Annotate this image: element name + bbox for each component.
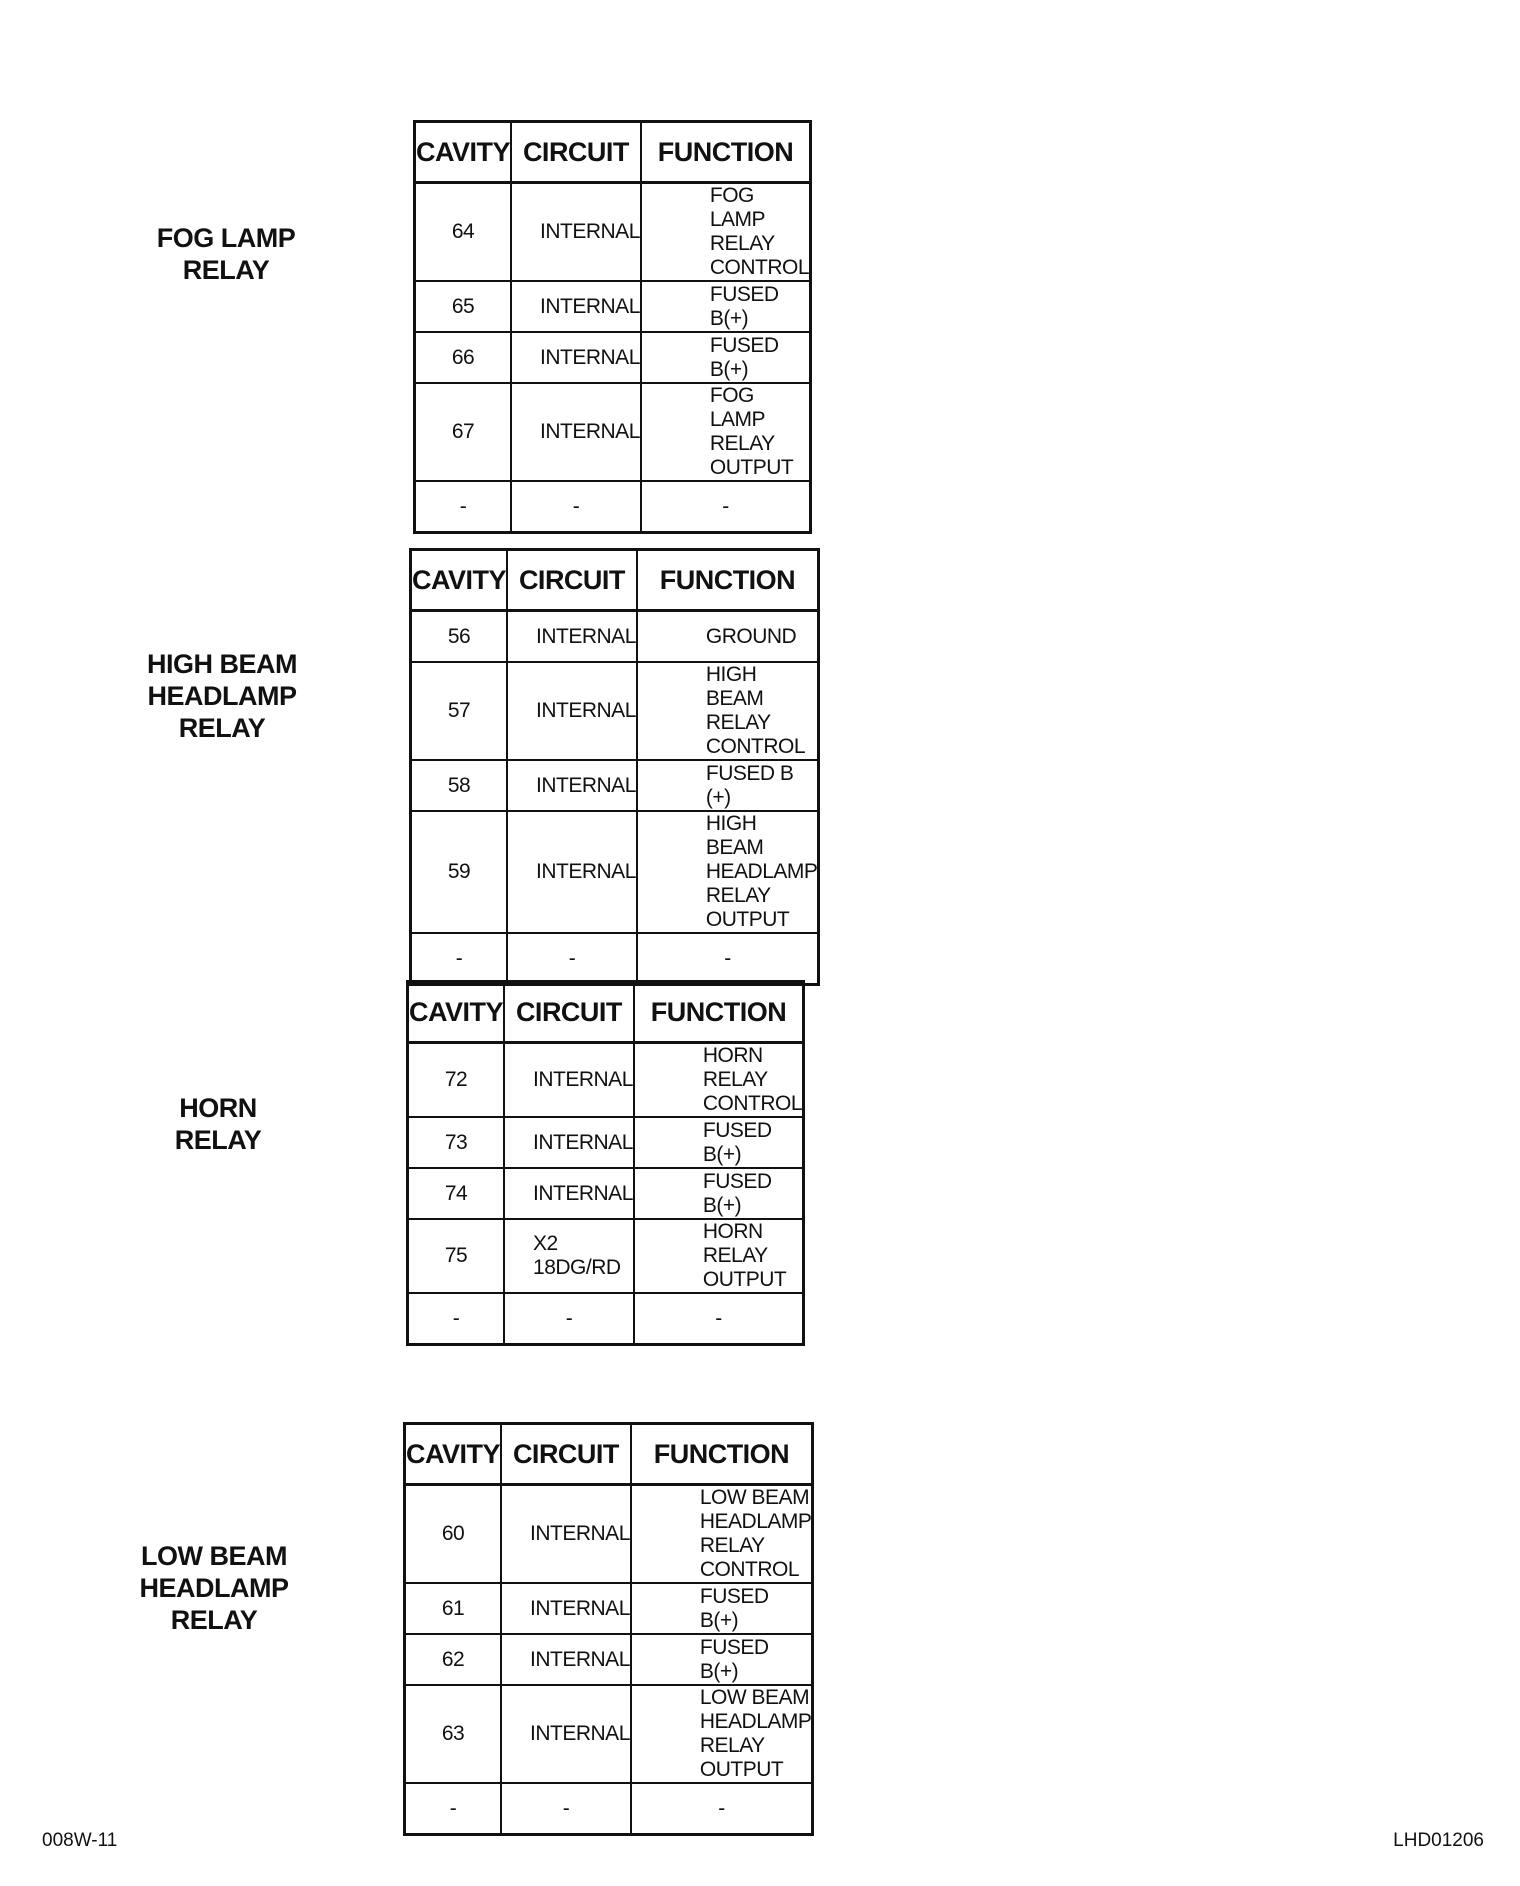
function-cell: FUSED B(+) (634, 1117, 804, 1168)
circuit-cell: X2 18DG/RD (504, 1219, 634, 1293)
function-cell: FOG LAMP RELAY OUTPUT (641, 383, 811, 481)
table-row (415, 281, 811, 332)
relay-name-line: LOW BEAM (141, 1541, 287, 1571)
relay-name-line: RELAY (178, 713, 266, 743)
function-header: FUNCTION (641, 122, 811, 183)
table-row (408, 1293, 804, 1345)
header-row (411, 550, 819, 611)
circuit-cell: INTERNAL (504, 1043, 634, 1118)
header-row (405, 1424, 813, 1485)
circuit-cell: INTERNAL (501, 1485, 631, 1584)
drawing-id: LHD01206 (1393, 1830, 1484, 1851)
function-cell: FOG LAMP RELAY CONTROL (641, 183, 811, 282)
cavity-cell: 66 (415, 332, 512, 383)
circuit-header: CIRCUIT (511, 122, 641, 183)
function-cell: FUSED B (+) (637, 760, 819, 811)
circuit-cell: - (507, 933, 637, 985)
cavity-cell: 58 (411, 760, 508, 811)
circuit-cell: INTERNAL (504, 1117, 634, 1168)
cavity-cell: 60 (405, 1485, 502, 1584)
circuit-cell: INTERNAL (507, 662, 637, 760)
cavity-cell: 56 (411, 611, 508, 663)
table-row (408, 1219, 804, 1293)
cavity-cell: 65 (415, 281, 512, 332)
function-cell: FUSED B(+) (641, 281, 811, 332)
cavity-cell: 72 (408, 1043, 505, 1118)
function-cell: HORN RELAY CONTROL (634, 1043, 804, 1118)
function-header: FUNCTION (631, 1424, 813, 1485)
circuit-cell: INTERNAL (501, 1634, 631, 1685)
relay-name-line: FOG LAMP (156, 223, 296, 253)
table-row (408, 1168, 804, 1219)
cavity-cell: 67 (415, 383, 512, 481)
circuit-cell: INTERNAL (507, 760, 637, 811)
page-code: 008W-11 (42, 1830, 118, 1851)
function-cell: LOW BEAM HEADLAMP RELAY CONTROL (631, 1485, 813, 1584)
relay-name (98, 1092, 338, 1156)
table-row (415, 332, 811, 383)
circuit-header: CIRCUIT (507, 550, 637, 611)
relay-name-line: HEADLAMP (147, 681, 297, 711)
function-cell: FUSED B(+) (631, 1583, 813, 1634)
function-cell: FUSED B(+) (631, 1634, 813, 1685)
table-row (405, 1783, 813, 1835)
relay-name (106, 222, 346, 286)
cavity-cell: 63 (405, 1685, 502, 1783)
circuit-cell: INTERNAL (511, 281, 641, 332)
table-row (405, 1583, 813, 1634)
cavity-cell: 74 (408, 1168, 505, 1219)
function-cell: HIGH BEAM HEADLAMP RELAY OUTPUT (637, 811, 819, 933)
function-cell: LOW BEAM HEADLAMP RELAY OUTPUT (631, 1685, 813, 1783)
cavity-header: CAVITY (408, 982, 505, 1043)
relay-name (94, 1540, 334, 1636)
relay-name (102, 648, 342, 744)
cavity-cell: - (405, 1783, 502, 1835)
pin-table (406, 980, 805, 1346)
pin-table (413, 120, 812, 534)
cavity-cell: 75 (408, 1219, 505, 1293)
cavity-cell: - (411, 933, 508, 985)
circuit-cell: - (501, 1783, 631, 1835)
relay-name-line: HORN (179, 1093, 257, 1123)
function-cell: HIGH BEAM RELAY CONTROL (637, 662, 819, 760)
table-row (408, 1043, 804, 1118)
function-cell: - (641, 481, 811, 533)
circuit-cell: INTERNAL (511, 183, 641, 282)
table-row (405, 1485, 813, 1584)
circuit-cell: INTERNAL (511, 383, 641, 481)
table-row (411, 811, 819, 933)
circuit-header: CIRCUIT (504, 982, 634, 1043)
pin-table (409, 548, 820, 986)
table-row (408, 1117, 804, 1168)
table-row (415, 183, 811, 282)
table-row (411, 933, 819, 985)
header-row (415, 122, 811, 183)
table-row (411, 611, 819, 663)
function-cell: - (634, 1293, 804, 1345)
relay-name-line: HEADLAMP (139, 1573, 289, 1603)
circuit-cell: INTERNAL (507, 811, 637, 933)
cavity-cell: 59 (411, 811, 508, 933)
cavity-header: CAVITY (411, 550, 508, 611)
circuit-cell: - (504, 1293, 634, 1345)
circuit-cell: INTERNAL (501, 1685, 631, 1783)
relay-name-line: HIGH BEAM (147, 649, 297, 679)
function-cell: - (637, 933, 819, 985)
table-row (411, 760, 819, 811)
circuit-cell: INTERNAL (507, 611, 637, 663)
cavity-cell: 57 (411, 662, 508, 760)
table-row (405, 1634, 813, 1685)
function-cell: FUSED B(+) (634, 1168, 804, 1219)
function-cell: FUSED B(+) (641, 332, 811, 383)
cavity-cell: 73 (408, 1117, 505, 1168)
relay-name-line: RELAY (174, 1125, 262, 1155)
pin-table (403, 1422, 814, 1836)
circuit-cell: INTERNAL (511, 332, 641, 383)
header-row (408, 982, 804, 1043)
relay-name-line: RELAY (182, 255, 270, 285)
table-row (411, 662, 819, 760)
function-header: FUNCTION (637, 550, 819, 611)
circuit-cell: INTERNAL (501, 1583, 631, 1634)
function-header: FUNCTION (634, 982, 804, 1043)
circuit-cell: INTERNAL (504, 1168, 634, 1219)
table-row (415, 481, 811, 533)
cavity-header: CAVITY (415, 122, 512, 183)
relay-name-line: RELAY (170, 1605, 258, 1635)
function-cell: - (631, 1783, 813, 1835)
cavity-cell: 61 (405, 1583, 502, 1634)
cavity-cell: - (408, 1293, 505, 1345)
cavity-cell: 62 (405, 1634, 502, 1685)
table-row (405, 1685, 813, 1783)
function-cell: GROUND (637, 611, 819, 663)
circuit-cell: - (511, 481, 641, 533)
table-row (415, 383, 811, 481)
circuit-header: CIRCUIT (501, 1424, 631, 1485)
cavity-cell: - (415, 481, 512, 533)
cavity-header: CAVITY (405, 1424, 502, 1485)
function-cell: HORN RELAY OUTPUT (634, 1219, 804, 1293)
cavity-cell: 64 (415, 183, 512, 282)
